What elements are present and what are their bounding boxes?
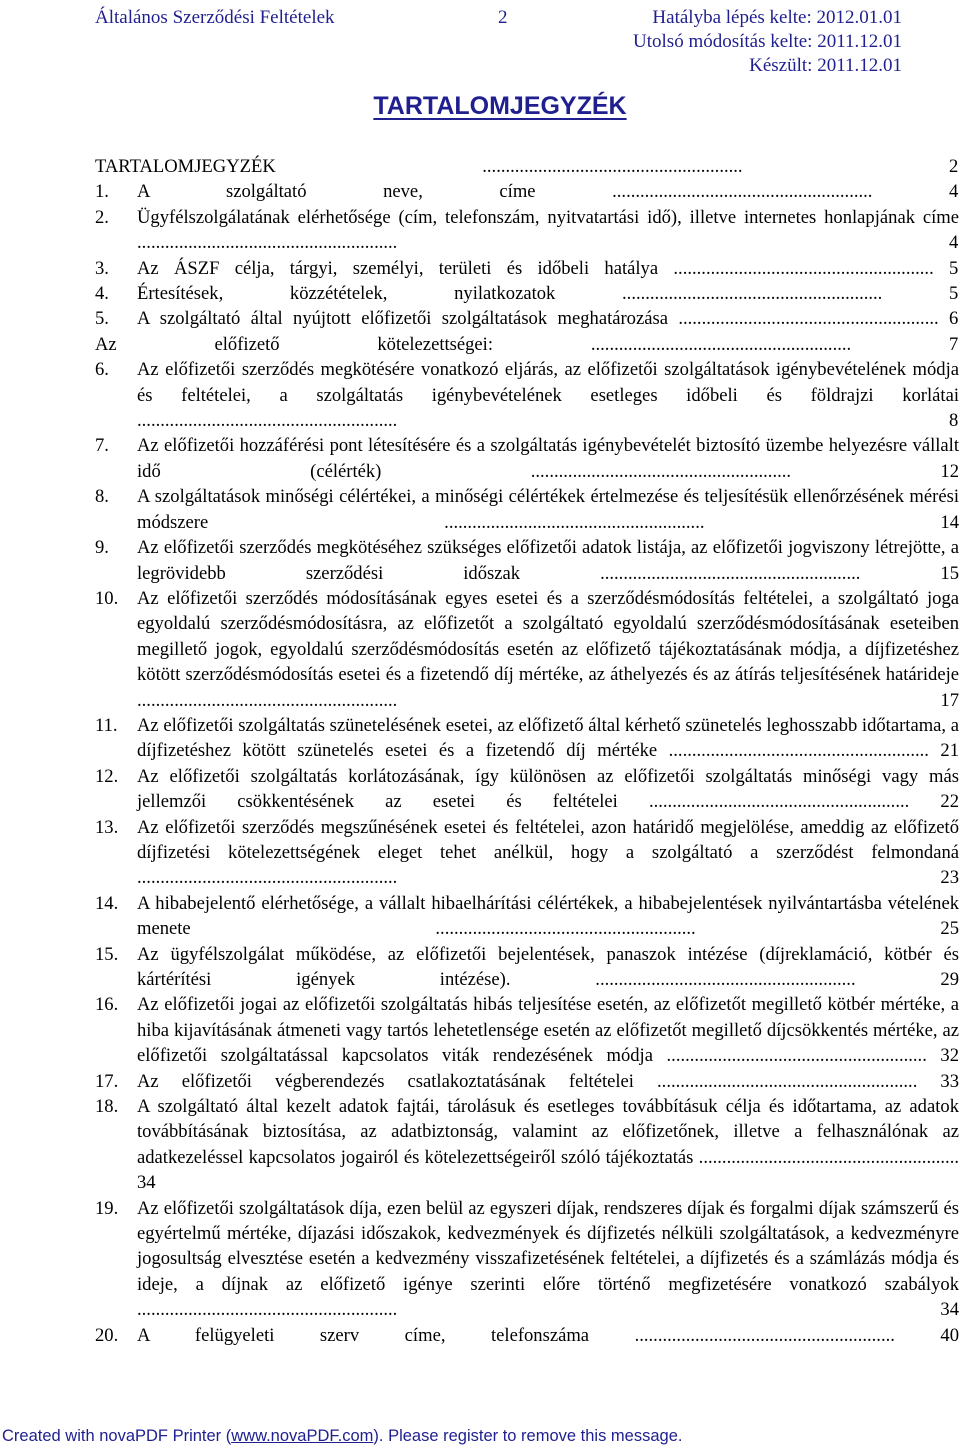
toc-entry-number: 19.: [95, 1197, 119, 1219]
toc-entry-page: 34: [137, 1172, 156, 1194]
toc-entry-line: A hibabejelentő elérhetősége, a vállalt hibaelhárítási célértékek, a hibabejelentések nyilvántartásba vételének menete ........................................................ 25: [95, 891, 959, 942]
toc-entry[interactable]: [95, 484, 959, 535]
toc-entry-text: Az előfizetői szerződés megszűnésének esetei és feltételei, azon határidő megjelölése, ameddig az előfizető díjfizetési kötelezettségének eleget tehet anélkül, hogy a szolgáltató a szerződést felmondaná: [137, 816, 959, 863]
toc-entry-text: A szolgáltatások minőségi célértékei, a minőségi célértékek értelmezése és teljesítésük ellenőrzésének mérési módszere: [137, 486, 959, 533]
toc-entry-line: Az ÁSZF célja, tárgyi, személyi, területi és időbeli hatálya ........................................................ 5: [95, 256, 959, 281]
toc-entry-number: 4.: [95, 283, 109, 305]
toc-title: TARTALOMJEGYZÉK: [373, 92, 627, 120]
effective-date: Hatályba lépés kelte: 2012.01.01: [652, 7, 902, 28]
toc-entry-page: 5: [949, 257, 959, 279]
toc-entry-line: Az előfizetői szerződés megkötésére vonatkozó eljárás, az előfizetői szolgáltatások igénybevételének módja és feltételei, a szolgáltatás igénybevételének esetleges időbeli és földrajzi korlátai ........................................................ 8: [95, 357, 959, 433]
toc-entry-page: 4: [949, 181, 959, 203]
toc-entry-number: 13.: [95, 816, 119, 838]
last-modified-date: Utolsó módosítás kelte: 2011.12.01: [633, 31, 902, 52]
toc-entry[interactable]: [95, 992, 959, 1068]
toc-entry[interactable]: [95, 764, 959, 815]
toc-entry-page: 40: [940, 1324, 959, 1346]
toc-entry-number: 15.: [95, 943, 119, 965]
toc-entry[interactable]: [95, 586, 959, 713]
toc-entry-page: 8: [949, 410, 959, 432]
toc-entry-page: 21: [940, 740, 959, 762]
toc-entry-text: Az előfizetői szerződés megkötéséhez szükséges előfizetői adatok listája, az előfizetői jogviszony létrejötte, a legrövidebb szerződési időszak: [137, 537, 959, 584]
toc-entry-text: Az ügyfélszolgálat működése, az előfizetői bejelentések, panaszok intézése (díjreklamáció, kötbér és kártérítési igények intézése).: [137, 943, 959, 990]
toc-entry[interactable]: [95, 256, 959, 281]
toc-entry-text: A szolgáltató neve, címe: [137, 181, 536, 203]
toc-entry-text: Az előfizetői hozzáférési pont létesítésére és a szolgáltatás igénybevételét biztosító üzembe helyezésre vállalt idő (célérték): [137, 435, 959, 482]
toc-entry[interactable]: [95, 891, 959, 942]
toc-entry-page: 7: [949, 333, 959, 355]
toc-entry-line: Az előfizetői szolgáltatás szünetelésének esetei, az előfizető által kérhető szünetelés leghosszabb időtartama, a díjfizetéshez kötött szünetelés esetei és a fizetendő díj mértéke ........................................................ 21: [95, 713, 959, 764]
toc-entry-page: 12: [940, 460, 960, 482]
toc-entry-number: 20.: [95, 1324, 119, 1346]
toc-entry-page: 34: [940, 1299, 959, 1321]
toc-entry-text: Az előfizetői jogai az előfizetői szolgáltatás hibás teljesítése esetén, az előfizetőt megillető kötbér mértéke, a hiba kijavításának átmeneti vagy tartós lehetetlensége esetén az előfizetőt megillető díjcsökkentés mértéke, az előfizetői szolgáltatással kapcsolatos viták rendezésének módja: [137, 994, 959, 1067]
toc-entry-line: Az előfizetői szolgáltatás korlátozásának, így különösen az előfizetői szolgáltatás minőségi vagy más jellemzői csökkentésének az esetei és feltételei ........................................................ 22: [95, 764, 959, 815]
toc-entry-line: Az előfizetői hozzáférési pont létesítésére és a szolgáltatás igénybevételét biztosító üzembe helyezésre vállalt idő (célérték) ........................................................ 12: [95, 433, 959, 484]
toc-entry-page: 4: [949, 232, 959, 254]
pdf-printer-footer: [0, 1422, 960, 1450]
toc-entry-text: Értesítések, közzétételek, nyilatkozatok: [137, 283, 556, 305]
toc-entry-page: 17: [940, 689, 959, 711]
toc-entry[interactable]: [95, 357, 959, 433]
toc-entry[interactable]: [95, 281, 959, 306]
toc-entry-page: 32: [940, 1045, 960, 1067]
footer-text-after: ). Please register to remove this message.: [373, 1427, 683, 1445]
toc-entry-number: 7.: [95, 435, 109, 457]
toc-entry-line: Az előfizetői szerződés megkötéséhez szükséges előfizetői adatok listája, az előfizetői jogviszony létrejötte, a legrövidebb szerződési időszak ........................................................ 15: [95, 535, 959, 586]
toc-entry-line: TARTALOMJEGYZÉK ........................................................ 2: [95, 154, 959, 179]
toc-entry-line: A szolgáltató neve, címe ........................................................ 4: [95, 179, 959, 204]
toc-entry-number: 2.: [95, 206, 109, 228]
toc-entry-page: 15: [940, 562, 960, 584]
table-of-contents: [95, 154, 959, 1348]
toc-entry-text: Az előfizetői szerződés megkötésére vonatkozó eljárás, az előfizetői szolgáltatások igénybevételének módja és feltételei, a szolgáltatás igénybevételének esetleges időbeli és földrajzi korlátai: [137, 359, 959, 406]
toc-entry-line: Az előfizetői szerződés megszűnésének esetei és feltételei, azon határidő megjelölése, ameddig az előfizető díjfizetési kötelezettségének eleget tehet anélkül, hogy a szolgáltató a szerződést felmondaná ........................................................ 23: [95, 815, 959, 891]
toc-entry-text: A felügyeleti szerv címe, telefonszáma: [137, 1324, 590, 1346]
toc-entry-page: 29: [940, 969, 959, 990]
toc-entry-line: A felügyeleti szerv címe, telefonszáma ........................................................ 40: [95, 1323, 959, 1348]
toc-entry[interactable]: [95, 1094, 959, 1196]
toc-entry-page: 2: [949, 156, 959, 177]
toc-entry[interactable]: [95, 942, 959, 993]
toc-entry[interactable]: [95, 1069, 959, 1094]
toc-entry-line: Értesítések, közzétételek, nyilatkozatok ........................................................ 5: [95, 281, 959, 306]
toc-entry-text: Az ÁSZF célja, tárgyi, személyi, területi és időbeli hatálya: [137, 257, 659, 279]
toc-entry-text: Az előfizetői szolgáltatás szünetelésének esetei, az előfizető által kérhető szünetelés leghosszabb időtartama, a díjfizetéshez kötött szünetelés esetei és a fizetendő díj mértéke: [137, 714, 959, 762]
toc-entry-number: 18.: [95, 1096, 119, 1118]
toc-entry-text: Ügyfélszolgálatának elérhetősége (cím, telefonszám, nyitvatartási idő), illetve internetes honlapjának címe: [137, 206, 959, 228]
toc-entry[interactable]: [95, 332, 959, 357]
toc-entry-text: Az előfizetői szerződés módosításának egyes esetei és a szerződésmódosítás feltételei, a szolgáltató joga egyoldalú szerződésmódosításra, az előfizetőt a szolgáltató egyoldalú szerződésmódosításának eseteiben megillető jogok, egyoldalú szerződésmódosítás esetén az előfizető tájékoztatásának módja, a díjfizetéshez kötött szerződésmódosítás esetei és a fizetendő díj mértéke, az áthelyezés és az átírás teljesítésének határideje: [137, 587, 959, 686]
toc-entry[interactable]: [95, 179, 959, 204]
toc-entry[interactable]: [95, 535, 959, 586]
toc-entry-number: 14.: [95, 892, 119, 914]
toc-entry-page: 5: [949, 283, 959, 305]
toc-entry-text: Az előfizetői szolgáltatások díja, ezen belül az egyszeri díjak, rendszeres díjak és forgalmi díjak számszerű és egyértelmű mértéke, díjazási időszakok, kedvezmények és díjfizetés nélküli szolgáltatások, a kedvezményre jogosultság elvesztése esetén a kedvezmény visszafizetésének feltételei, a díjfizetés és a számlázás módja és ideje, a díjnak az előfizető igénye szerinti előre történő megfizetésére vonatkozó szabályok: [137, 1197, 959, 1295]
toc-entry[interactable]: [95, 1323, 959, 1348]
toc-entry-line: Az ügyfélszolgálat működése, az előfizetői bejelentések, panaszok intézése (díjreklamáció, kötbér és kártérítési igények intézése). ........................................................ 29: [95, 942, 959, 993]
toc-entry[interactable]: [95, 154, 959, 179]
toc-entry-number: 9.: [95, 537, 109, 559]
toc-entry-line: Az előfizetői végberendezés csatlakoztatásának feltételei ........................................................ 33: [95, 1069, 959, 1094]
toc-entry-number: 8.: [95, 486, 109, 508]
toc-entry-page: 22: [940, 791, 959, 813]
toc-entry-text: Az előfizetői szolgáltatás korlátozásának, így különösen az előfizetői szolgáltatás minőségi vagy más jellemzői csökkentésének az esetei és feltételei: [137, 765, 959, 813]
toc-entry[interactable]: [95, 713, 959, 764]
toc-entry-page: 6: [949, 308, 959, 330]
document-title-header: Általános Szerződési Feltételek: [95, 7, 335, 28]
toc-entry-page: 14: [940, 511, 959, 533]
toc-entry-line: Ügyfélszolgálatának elérhetősége (cím, telefonszám, nyitvatartási idő), illetve internetes honlapjának címe ........................................................ 4: [95, 205, 959, 256]
toc-entry-page: 25: [940, 918, 959, 940]
toc-entry-number: 5.: [95, 308, 109, 330]
toc-entry-line: Az előfizetői jogai az előfizetői szolgáltatás hibás teljesítése esetén, az előfizetőt megillető kötbér mértéke, a hiba kijavításának átmeneti vagy tartós lehetetlensége esetén az előfizetőt megillető díjcsökkentés mértéke, az előfizetői szolgáltatással kapcsolatos viták rendezésének módja ........................................................ 32: [95, 992, 959, 1068]
toc-entry-text: A szolgáltató által kezelt adatok fajtái, tárolásuk és esetleges továbbításuk célja és időtartama, az adatok továbbításának biztosítása, az adatbiztonság, valamint az előfizetőnek, illetve a felhasználónak az adatkezeléssel kapcsolatos jogairól és kötelezettségeiről szóló tájékoztatás: [137, 1096, 959, 1168]
toc-entry-line: Az előfizetői szerződés módosításának egyes esetei és a szerződésmódosítás feltételei, a szolgáltató joga egyoldalú szerződésmódosításra, az előfizetőt a szolgáltató egyoldalú szerződésmódosításának eseteiben megillető jogok, egyoldalú szerződésmódosítás esetén az előfizető tájékoztatásának módja, a díjfizetéshez kötött szerződésmódosítás esetei és a fizetendő díj mértéke, az áthelyezés és az átírás teljesítésének határideje ........................................................ 17: [95, 586, 959, 713]
toc-entry[interactable]: [95, 306, 959, 331]
novapdf-link[interactable]: www.novaPDF.com: [231, 1427, 374, 1445]
toc-entry[interactable]: [95, 815, 959, 891]
toc-entry[interactable]: [95, 205, 959, 256]
toc-entry[interactable]: [95, 1196, 959, 1323]
toc-entry-number: 1.: [95, 181, 109, 203]
toc-entry-number: 12.: [95, 765, 119, 787]
toc-entry-page: 23: [940, 867, 959, 889]
toc-entry-number: 3.: [95, 257, 109, 279]
page-number: 2: [498, 7, 508, 28]
toc-entry-text: A szolgáltató által nyújtott előfizetői szolgáltatások meghatározása: [137, 308, 668, 330]
toc-entry-text: Az előfizető kötelezettségei:: [95, 333, 494, 355]
toc-entry-number: 11.: [95, 714, 118, 736]
toc-entry-text: A hibabejelentő elérhetősége, a vállalt hibaelhárítási célértékek, a hibabejelentések nyilvántartásba vételének menete: [137, 892, 959, 940]
toc-entry-number: 16.: [95, 994, 119, 1016]
footer-text-before: Created with novaPDF Printer (: [2, 1427, 232, 1445]
toc-entry-line: Az előfizető kötelezettségei: ........................................................ 7: [95, 332, 959, 357]
toc-entry-line: A szolgáltató által nyújtott előfizetői szolgáltatások meghatározása ........................................................ 6: [95, 306, 959, 331]
toc-entry-number: 6.: [95, 359, 109, 381]
created-date: Készült: 2011.12.01: [749, 55, 902, 76]
toc-entry-page: 33: [940, 1070, 960, 1092]
toc-entry-line: Az előfizetői szolgáltatások díja, ezen belül az egyszeri díjak, rendszeres díjak és forgalmi díjak számszerű és egyértelmű mértéke, díjazási időszakok, kedvezmények és díjfizetés nélküli szolgáltatások, a kedvezményre jogosultság elvesztése esetén a kedvezmény visszafizetésének feltételei, a díjfizetés és a számlázás módja és ideje, a díjnak az előfizető igénye szerinti előre történő megfizetésére vonatkozó szabályok ........................................................ 34: [95, 1196, 959, 1323]
toc-entry-number: 17.: [95, 1070, 119, 1092]
toc-entry-text: TARTALOMJEGYZÉK: [95, 156, 276, 177]
toc-entry-line: A szolgáltatások minőségi célértékei, a minőségi célértékek értelmezése és teljesítésük ellenőrzésének mérési módszere ........................................................ 14: [95, 484, 959, 535]
toc-entry-line: A szolgáltató által kezelt adatok fajtái, tárolásuk és esetleges továbbításuk célja és időtartama, az adatok továbbításának biztosítása, az adatbiztonság, valamint az előfizetőnek, illetve a felhasználónak az adatkezeléssel kapcsolatos jogairól és kötelezettségeiről szóló tájékoztatás ........................................................ 34: [95, 1094, 959, 1196]
toc-entry-text: Az előfizetői végberendezés csatlakoztatásának feltételei: [137, 1070, 634, 1092]
toc-entry-number: 10.: [95, 587, 119, 609]
toc-entry[interactable]: [95, 433, 959, 484]
